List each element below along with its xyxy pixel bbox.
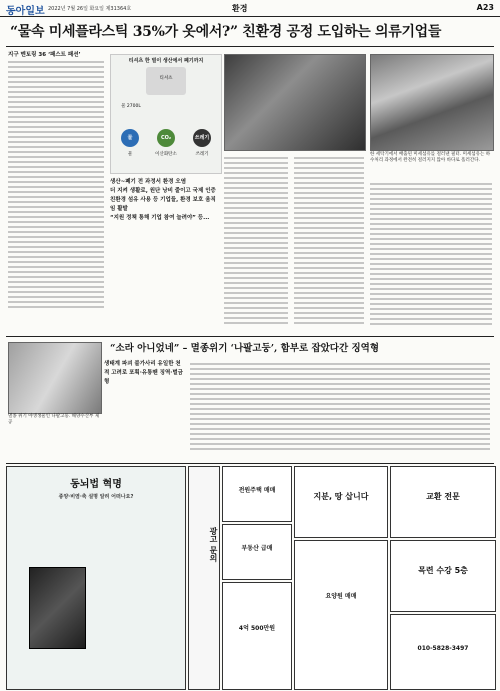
ad-property-3 [222, 582, 292, 690]
water-drop-icon: 물 [121, 129, 139, 147]
ad-course-title: 목련 수강 5층 [418, 566, 468, 575]
subhead-block [110, 178, 220, 223]
article-column-1 [8, 58, 104, 336]
ad-exchange [390, 466, 496, 538]
filter-photo [370, 54, 494, 151]
story-divider [6, 336, 494, 337]
ad-inquiry-text: 광고 문의 [209, 527, 218, 562]
ad-property-1-title: 전원주택 매매 [238, 487, 276, 494]
co2-icon: CO₂ [157, 129, 175, 147]
ad-land-purchase-title: 지분, 땅 삽니다 [313, 492, 369, 501]
infographic-label-co2: 이산화탄소 [155, 152, 177, 157]
ad-property-1 [222, 466, 292, 522]
ad-care-home-title: 요양원 매매 [325, 593, 357, 600]
ad-property-3-title: 4억 500만원 [238, 625, 276, 632]
article-column-4 [370, 180, 492, 336]
ad-phone-number: 010-5828-3497 [417, 645, 469, 652]
factory-photo [224, 54, 366, 151]
ad-care-home [294, 540, 388, 690]
photo-caption: 한 세탁기에서 배출된 미세섬유를 걸러낸 필터. 미세섬유는 하수처리 과정에서 완전히 걸러지지 않아 바다로 흘러간다. [370, 152, 491, 163]
second-headline: “소라 아니었네” – 멸종위기 ‘나팔고둥’, 함부로 잡았다간 징역형 [110, 343, 380, 354]
book-cover-image [29, 567, 86, 649]
second-story-body [190, 360, 490, 460]
article-column-3 [294, 154, 364, 336]
subhead-3: “지원 정책 통해 기업 참여 늘려야” 등... [110, 215, 210, 221]
sea-snail-photo [8, 342, 102, 414]
book-ad-subtitle: 종양·비염·축 설명 알려 어떠나요? [58, 494, 134, 500]
tshirt-icon [146, 67, 186, 95]
second-subhead: 생태계 파괴 불가사리 유일한 천적 고려로 포획·유통땐 징역·벌금형 [104, 361, 183, 385]
infographic-tshirt-lifecycle [110, 54, 222, 174]
book-ad [6, 466, 186, 690]
article-column-2 [224, 154, 288, 336]
subhead-1: 생산~폐기 전 과정서 환경 오염 [110, 179, 187, 185]
classified-ads [6, 466, 494, 688]
section-label: 환경 [232, 4, 248, 13]
page-number: A23 [476, 3, 494, 12]
subhead-2: 더 지켜 생활로, 원단 낭비 줄이고 국제 인증 친환경 섬유 사용 등 기업들, 환경 보호 움직임 활발 [110, 188, 216, 212]
ad-property-2 [222, 524, 292, 580]
dateline: 2022년 7월 26일 화요일 제31364호 [48, 6, 132, 12]
ad-land-purchase [294, 466, 388, 538]
newspaper-logo: 동아일보 [6, 6, 45, 17]
masthead [0, 0, 500, 17]
ad-exchange-title: 교환 전문 [426, 492, 460, 501]
ad-course [390, 540, 496, 612]
trash-bag-icon: 쓰레기 [193, 129, 211, 147]
headline-rule [6, 46, 494, 47]
main-headline: “물속 미세플라스틱 35%가 옷에서?” 친환경 공정 도입하는 의류기업들 [10, 24, 442, 40]
ad-phone [390, 614, 496, 690]
ad-property-2-title: 부동산 급매 [241, 545, 273, 552]
infographic-title: 티셔츠 한 벌이 생산에서 폐기까지 [128, 58, 204, 64]
infographic-water: 물 2700L [121, 104, 141, 109]
column-byline: 지구 멘토링 36 ‘패스트 패션’ [8, 52, 81, 58]
sea-snail-caption: 멸종 위기 야생생물인 나팔고둥. 해양수산부 제공 [8, 414, 100, 425]
infographic-label-water: 물 [127, 152, 133, 157]
infographic-shirt-label: 티셔츠 [159, 76, 173, 81]
book-ad-title: 동뇌법 혁명 [70, 479, 122, 490]
infographic-label-waste: 쓰레기 [195, 152, 209, 157]
ads-divider [6, 463, 494, 464]
ad-inquiry-box [188, 466, 220, 690]
